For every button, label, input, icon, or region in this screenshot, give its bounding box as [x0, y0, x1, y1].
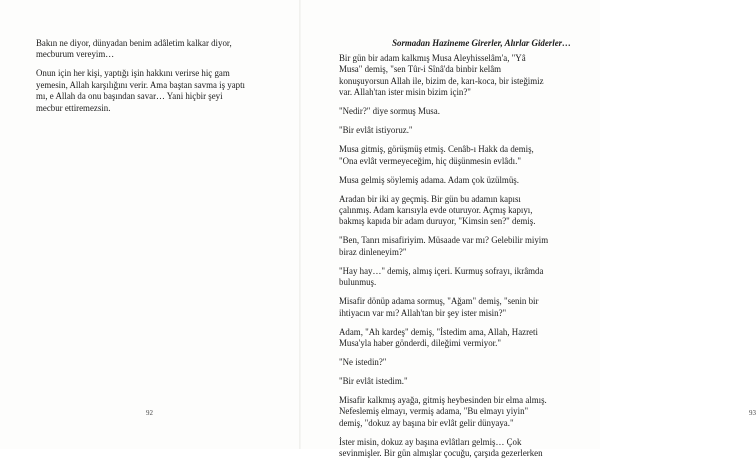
left-page-text: [36, 38, 282, 122]
right-page: [300, 0, 756, 459]
paragraph: İster misin, dokuz ay başına evlâtları gelmiş… Çok sevinmişler. Bir gün almışlar çocuğu, çarşıda gezerlerken: [339, 436, 543, 459]
running-head: Sormadan Hazineme Girerler, Alırlar Giderler…: [392, 38, 571, 48]
left-page: [0, 0, 300, 449]
page-number: 93: [749, 409, 756, 417]
paragraph: Adam, "Ah kardeş" demiş, "İstedim ama, Allah, Hazreti Musa'yla haber gönderdi, dileğimi vermiyor.": [339, 326, 538, 349]
paragraph: Bakın ne diyor, dünyadan benim adâletim kalkar diyor, mecburum vereyim…: [36, 38, 232, 60]
paragraph: "Ben, Tanrı misafiriyim. Müsaade var mı? Gelebilir miyim biraz dinleneyim?": [339, 235, 549, 257]
paragraph: "Ne istedin?": [339, 357, 387, 368]
paragraph: Musa gitmiş, görüşmüş etmiş. Cenâb-ı Hakk da demiş, "Ona evlât vermeyeceğim, hiç düşünmesin evlâdı.": [339, 144, 534, 166]
page-number: 92: [146, 409, 153, 417]
paragraph: Misafir kalkmış ayağa, gitmiş heybesinden bir elma almış. Nefeslemiş elmayı, vermiş adama, "Bu elmayı yiyin" demiş, "dokuz ay başına bir evlât gelir dünyaya.": [339, 395, 547, 428]
paragraph: "Bir evlât istiyoruz.": [339, 125, 413, 136]
paragraph: Musa gelmiş söylemiş adama. Adam çok üzülmüş.: [339, 174, 519, 185]
paragraph: "Nedir?" diye sormuş Musa.: [339, 106, 440, 117]
paragraph: "Bir evlât istedim.": [339, 376, 408, 387]
paragraph: Misafir dönüp adama sormuş, "Ağam" demiş, "senin bir ihtiyacın var mı? Allah'tan bir şey ister misin?": [339, 296, 539, 318]
paragraph: Aradan bir iki ay geçmiş. Bir gün bu adamın kapısı çalınmış. Adam karısıyla evde oturuyor. Açmış kapıyı, bakmış kapıda bir adam duruyor, "Kimsin sen?" demiş.: [339, 193, 536, 227]
paragraph: "Hay hay…" demiş, almış içeri. Kurmuş sofrayı, ikrâmda bulunmuş.: [339, 265, 544, 288]
right-page-text: [339, 53, 571, 467]
paragraph: Onun için her kişi, yaptığı işin hakkını verirse hiç gam yemesin, Allah karşılığını verir. Ama baştan savma iş yaptı mı, e Allah da onu başından savar… Yani hiçbir şeyi mecbur ettiremezsin.: [36, 68, 246, 113]
paragraph: Bir gün bir adam kalkmış Musa Aleyhisselâm'a, "Yâ Musa" demiş, "sen Tûr-i Sînâ'da binbir kelâm konuşuyorsun Allah ile, bizim de, karı-koca, bir isteğimiz var. Allah'tan ister misin bizim için?": [339, 53, 544, 98]
